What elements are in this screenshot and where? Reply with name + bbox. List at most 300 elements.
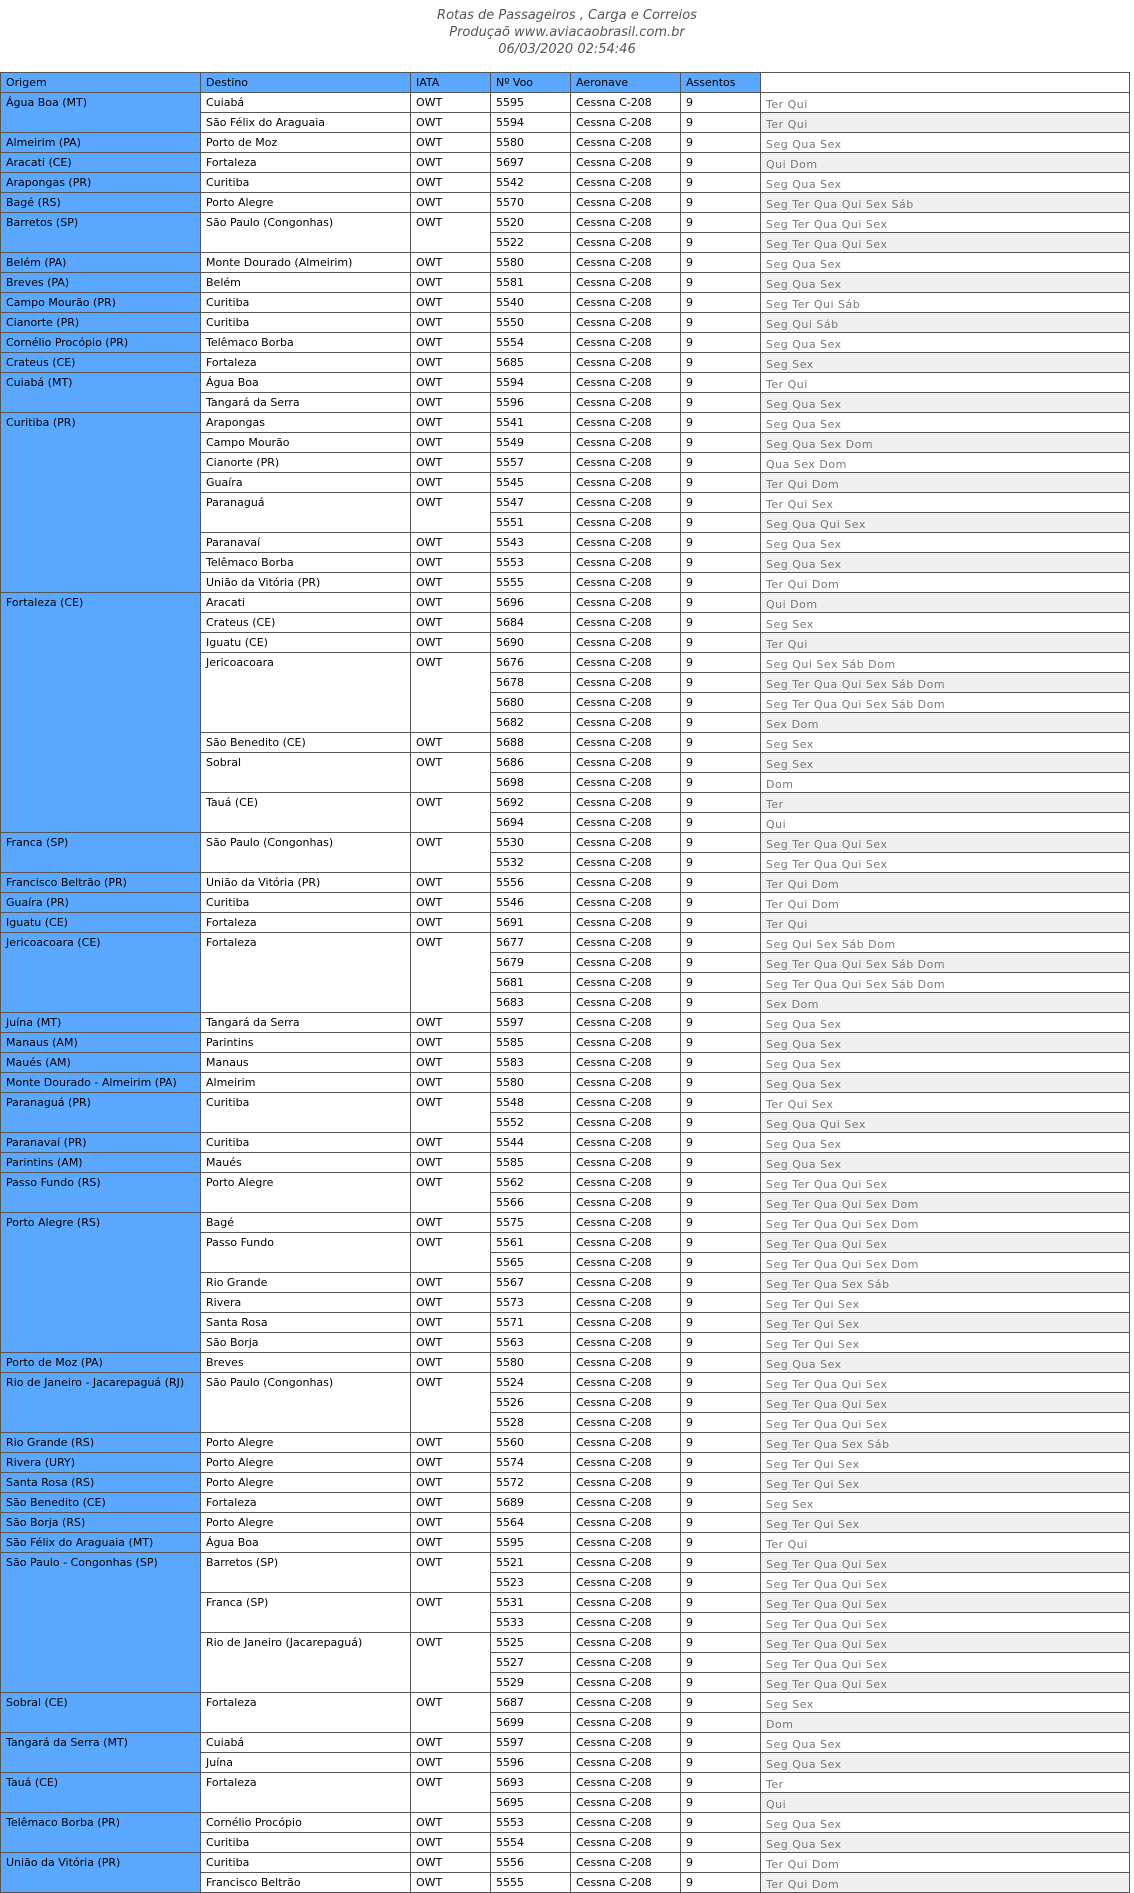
cell-destination: São Paulo (Congonhas) (201, 833, 411, 873)
cell-seats: 9 (681, 1173, 761, 1193)
cell-flight-number: 5580 (491, 253, 571, 273)
cell-days: Seg Ter Qua Qui Sex (761, 1173, 1130, 1193)
cell-aircraft: Cessna C-208 (571, 993, 681, 1013)
cell-seats: 9 (681, 833, 761, 853)
cell-destination: Água Boa (201, 373, 411, 393)
cell-days: Seg Qua Sex (761, 393, 1130, 413)
cell-seats: 9 (681, 1653, 761, 1673)
cell-flight-number: 5545 (491, 473, 571, 493)
cell-origin: Maués (AM) (1, 1053, 201, 1073)
cell-origin: Crateus (CE) (1, 353, 201, 373)
table-row (1, 1053, 1130, 1073)
cell-destination: Cornélio Procópio (201, 1813, 411, 1833)
cell-flight-number: 5691 (491, 913, 571, 933)
cell-aircraft: Cessna C-208 (571, 1093, 681, 1113)
cell-flight-number: 5562 (491, 1173, 571, 1193)
cell-destination: Curitiba (201, 313, 411, 333)
cell-destination: Porto Alegre (201, 1473, 411, 1493)
cell-flight-number: 5554 (491, 1833, 571, 1853)
cell-flight-number: 5551 (491, 513, 571, 533)
table-row (1, 593, 1130, 613)
cell-days: Seg Ter Qui Sex (761, 1513, 1130, 1533)
cell-days: Seg Ter Qui Sex (761, 1313, 1130, 1333)
cell-iata: OWT (411, 553, 491, 573)
cell-origin: Bagé (RS) (1, 193, 201, 213)
cell-flight-number: 5570 (491, 193, 571, 213)
cell-aircraft: Cessna C-208 (571, 553, 681, 573)
cell-destination: Aracati (201, 593, 411, 613)
cell-aircraft: Cessna C-208 (571, 113, 681, 133)
cell-days: Seg Qua Sex (761, 1733, 1130, 1753)
cell-iata: OWT (411, 1093, 491, 1133)
cell-aircraft: Cessna C-208 (571, 653, 681, 673)
cell-seats: 9 (681, 533, 761, 553)
cell-aircraft: Cessna C-208 (571, 1233, 681, 1253)
cell-seats: 9 (681, 313, 761, 333)
cell-aircraft: Cessna C-208 (571, 1053, 681, 1073)
cell-iata: OWT (411, 413, 491, 433)
cell-seats: 9 (681, 453, 761, 473)
table-row (1, 1533, 1130, 1553)
cell-seats: 9 (681, 1873, 761, 1893)
cell-aircraft: Cessna C-208 (571, 1533, 681, 1553)
cell-days: Seg Ter Qui Sáb (761, 293, 1130, 313)
cell-origin: Paranavaí (PR) (1, 1133, 201, 1153)
table-row (1, 913, 1130, 933)
cell-destination: São Borja (201, 1333, 411, 1353)
table-row (1, 1073, 1130, 1093)
table-row (1, 1513, 1130, 1533)
cell-aircraft: Cessna C-208 (571, 693, 681, 713)
cell-iata: OWT (411, 333, 491, 353)
cell-flight-number: 5687 (491, 1693, 571, 1713)
cell-seats: 9 (681, 353, 761, 373)
cell-destination: União da Vitória (PR) (201, 573, 411, 593)
cell-days: Seg Ter Qui Sex (761, 1293, 1130, 1313)
cell-days: Seg Qua Sex (761, 1753, 1130, 1773)
cell-aircraft: Cessna C-208 (571, 793, 681, 813)
cell-aircraft: Cessna C-208 (571, 813, 681, 833)
cell-destination: Porto Alegre (201, 193, 411, 213)
cell-aircraft: Cessna C-208 (571, 1353, 681, 1373)
cell-seats: 9 (681, 1453, 761, 1473)
cell-origin: Guaíra (PR) (1, 893, 201, 913)
cell-seats: 9 (681, 233, 761, 253)
cell-flight-number: 5555 (491, 573, 571, 593)
cell-iata: OWT (411, 1833, 491, 1853)
cell-iata: OWT (411, 1233, 491, 1273)
cell-aircraft: Cessna C-208 (571, 393, 681, 413)
cell-seats: 9 (681, 1413, 761, 1433)
cell-destination: Crateus (CE) (201, 613, 411, 633)
cell-iata: OWT (411, 1733, 491, 1753)
cell-days: Seg Qui Sex Sáb Dom (761, 933, 1130, 953)
cell-destination: Maués (201, 1153, 411, 1173)
cell-iata: OWT (411, 753, 491, 793)
cell-seats: 9 (681, 613, 761, 633)
cell-aircraft: Cessna C-208 (571, 253, 681, 273)
cell-destination: Porto Alegre (201, 1453, 411, 1473)
cell-seats: 9 (681, 993, 761, 1013)
cell-seats: 9 (681, 393, 761, 413)
cell-seats: 9 (681, 713, 761, 733)
cell-aircraft: Cessna C-208 (571, 593, 681, 613)
cell-days: Seg Ter Qua Qui Sex (761, 1393, 1130, 1413)
cell-destination: Fortaleza (201, 1493, 411, 1513)
cell-aircraft: Cessna C-208 (571, 1073, 681, 1093)
cell-days: Seg Ter Qua Qui Sex (761, 233, 1130, 253)
cell-days: Seg Qua Qui Sex (761, 513, 1130, 533)
cell-days: Ter Qui Dom (761, 873, 1130, 893)
cell-flight-number: 5692 (491, 793, 571, 813)
cell-days: Seg Qua Sex (761, 273, 1130, 293)
cell-flight-number: 5681 (491, 973, 571, 993)
cell-days: Ter Qui (761, 913, 1130, 933)
cell-origin: Francisco Beltrão (PR) (1, 873, 201, 893)
cell-destination: Curitiba (201, 1093, 411, 1133)
cell-iata: OWT (411, 353, 491, 373)
cell-days: Seg Qua Sex (761, 553, 1130, 573)
cell-seats: 9 (681, 293, 761, 313)
cell-aircraft: Cessna C-208 (571, 133, 681, 153)
cell-seats: 9 (681, 1673, 761, 1693)
cell-destination: Rivera (201, 1293, 411, 1313)
cell-flight-number: 5689 (491, 1493, 571, 1513)
cell-days: Seg Ter Qua Qui Sex (761, 1573, 1130, 1593)
cell-destination: Paranavaí (201, 533, 411, 553)
cell-destination: Arapongas (201, 413, 411, 433)
cell-origin: São Borja (RS) (1, 1513, 201, 1533)
cell-flight-number: 5696 (491, 593, 571, 613)
cell-days: Sex Dom (761, 713, 1130, 733)
cell-aircraft: Cessna C-208 (571, 1673, 681, 1693)
cell-aircraft: Cessna C-208 (571, 153, 681, 173)
cell-flight-number: 5581 (491, 273, 571, 293)
cell-flight-number: 5695 (491, 1793, 571, 1813)
cell-destination: Fortaleza (201, 153, 411, 173)
cell-seats: 9 (681, 1853, 761, 1873)
cell-iata: OWT (411, 373, 491, 393)
cell-destination: Tauá (CE) (201, 793, 411, 833)
cell-days: Seg Qua Sex (761, 1153, 1130, 1173)
cell-origin: Iguatu (CE) (1, 913, 201, 933)
cell-flight-number: 5677 (491, 933, 571, 953)
cell-destination: Tangará da Serra (201, 393, 411, 413)
cell-aircraft: Cessna C-208 (571, 1313, 681, 1333)
cell-seats: 9 (681, 813, 761, 833)
cell-flight-number: 5571 (491, 1313, 571, 1333)
cell-days: Seg Ter Qua Qui Sex (761, 213, 1130, 233)
cell-aircraft: Cessna C-208 (571, 1713, 681, 1733)
cell-flight-number: 5533 (491, 1613, 571, 1633)
cell-iata: OWT (411, 1133, 491, 1153)
cell-iata: OWT (411, 1873, 491, 1893)
cell-flight-number: 5530 (491, 833, 571, 853)
cell-flight-number: 5566 (491, 1193, 571, 1213)
cell-aircraft: Cessna C-208 (571, 373, 681, 393)
cell-iata: OWT (411, 473, 491, 493)
cell-days: Seg Ter Qui Sex (761, 1333, 1130, 1353)
cell-seats: 9 (681, 1573, 761, 1593)
table-body (1, 93, 1130, 1893)
cell-iata: OWT (411, 1453, 491, 1473)
cell-iata: OWT (411, 1053, 491, 1073)
cell-flight-number: 5575 (491, 1213, 571, 1233)
cell-seats: 9 (681, 1273, 761, 1293)
cell-flight-number: 5682 (491, 713, 571, 733)
cell-origin: Tauá (CE) (1, 1773, 201, 1813)
cell-aircraft: Cessna C-208 (571, 1853, 681, 1873)
cell-origin: Almeirim (PA) (1, 133, 201, 153)
cell-iata: OWT (411, 1693, 491, 1733)
cell-flight-number: 5553 (491, 1813, 571, 1833)
cell-seats: 9 (681, 113, 761, 133)
table-row (1, 1493, 1130, 1513)
cell-aircraft: Cessna C-208 (571, 193, 681, 213)
cell-origin: Monte Dourado - Almeirim (PA) (1, 1073, 201, 1093)
cell-days: Seg Qua Sex (761, 173, 1130, 193)
cell-iata: OWT (411, 173, 491, 193)
cell-days: Dom (761, 1713, 1130, 1733)
cell-aircraft: Cessna C-208 (571, 1033, 681, 1053)
cell-destination: Bagé (201, 1213, 411, 1233)
cell-flight-number: 5698 (491, 773, 571, 793)
cell-seats: 9 (681, 1433, 761, 1453)
cell-aircraft: Cessna C-208 (571, 173, 681, 193)
cell-seats: 9 (681, 653, 761, 673)
table-row (1, 1693, 1130, 1713)
cell-seats: 9 (681, 1133, 761, 1153)
cell-days: Ter Qui (761, 373, 1130, 393)
cell-aircraft: Cessna C-208 (571, 1013, 681, 1033)
table-row (1, 253, 1130, 273)
cell-seats: 9 (681, 1753, 761, 1773)
cell-flight-number: 5678 (491, 673, 571, 693)
cell-flight-number: 5556 (491, 1853, 571, 1873)
cell-aircraft: Cessna C-208 (571, 1333, 681, 1353)
cell-seats: 9 (681, 1113, 761, 1133)
cell-destination: Jericoacoara (201, 653, 411, 733)
table-row (1, 1553, 1130, 1573)
cell-days: Ter Qui (761, 93, 1130, 113)
cell-flight-number: 5597 (491, 1733, 571, 1753)
cell-destination: Iguatu (CE) (201, 633, 411, 653)
cell-days: Seg Qui Sáb (761, 313, 1130, 333)
cell-days: Seg Qua Sex (761, 253, 1130, 273)
cell-flight-number: 5676 (491, 653, 571, 673)
cell-destination: Curitiba (201, 893, 411, 913)
cell-aircraft: Cessna C-208 (571, 1413, 681, 1433)
cell-iata: OWT (411, 1033, 491, 1053)
cell-iata: OWT (411, 1213, 491, 1233)
cell-iata: OWT (411, 93, 491, 113)
col-header-origin: Origem (1, 73, 201, 93)
cell-iata: OWT (411, 613, 491, 633)
cell-aircraft: Cessna C-208 (571, 1813, 681, 1833)
cell-flight-number: 5595 (491, 1533, 571, 1553)
cell-flight-number: 5525 (491, 1633, 571, 1653)
cell-seats: 9 (681, 133, 761, 153)
cell-origin: Aracati (CE) (1, 153, 201, 173)
cell-iata: OWT (411, 1493, 491, 1513)
table-row (1, 1093, 1130, 1113)
cell-days: Seg Qua Sex (761, 413, 1130, 433)
table-header-row (1, 73, 1130, 93)
cell-aircraft: Cessna C-208 (571, 1753, 681, 1773)
cell-flight-number: 5583 (491, 1053, 571, 1073)
cell-iata: OWT (411, 1373, 491, 1433)
cell-origin: Passo Fundo (RS) (1, 1173, 201, 1213)
table-row (1, 133, 1130, 153)
cell-days: Seg Ter Qua Qui Sex (761, 1673, 1130, 1693)
cell-aircraft: Cessna C-208 (571, 1553, 681, 1573)
cell-iata: OWT (411, 153, 491, 173)
cell-days: Seg Ter Qua Qui Sex (761, 833, 1130, 853)
cell-aircraft: Cessna C-208 (571, 513, 681, 533)
cell-days: Seg Qua Sex (761, 333, 1130, 353)
cell-seats: 9 (681, 1093, 761, 1113)
cell-destination: Manaus (201, 1053, 411, 1073)
cell-iata: OWT (411, 393, 491, 413)
cell-origin: Arapongas (PR) (1, 173, 201, 193)
cell-aircraft: Cessna C-208 (571, 433, 681, 453)
cell-flight-number: 5521 (491, 1553, 571, 1573)
cell-seats: 9 (681, 1293, 761, 1313)
table-row (1, 873, 1130, 893)
cell-destination: São Félix do Araguaia (201, 113, 411, 133)
cell-flight-number: 5596 (491, 1753, 571, 1773)
cell-days: Sex Dom (761, 993, 1130, 1013)
cell-days: Ter Qui Sex (761, 493, 1130, 513)
cell-seats: 9 (681, 1153, 761, 1173)
cell-aircraft: Cessna C-208 (571, 1773, 681, 1793)
cell-iata: OWT (411, 1633, 491, 1693)
cell-origin: Paranaguá (PR) (1, 1093, 201, 1133)
cell-seats: 9 (681, 933, 761, 953)
cell-seats: 9 (681, 1333, 761, 1353)
cell-seats: 9 (681, 93, 761, 113)
cell-aircraft: Cessna C-208 (571, 1493, 681, 1513)
table-row (1, 933, 1130, 953)
cell-flight-number: 5564 (491, 1513, 571, 1533)
col-header-destination: Destino (201, 73, 411, 93)
cell-flight-number: 5580 (491, 1073, 571, 1093)
table-row (1, 1453, 1130, 1473)
col-header-flight-number: Nº Voo (491, 73, 571, 93)
cell-days: Seg Ter Qua Qui Sex (761, 1633, 1130, 1653)
cell-seats: 9 (681, 1693, 761, 1713)
cell-aircraft: Cessna C-208 (571, 413, 681, 433)
cell-origin: Rio de Janeiro - Jacarepaguá (RJ) (1, 1373, 201, 1433)
cell-seats: 9 (681, 153, 761, 173)
col-header-seats: Assentos (681, 73, 761, 93)
table-row (1, 93, 1130, 113)
cell-destination: Porto de Moz (201, 133, 411, 153)
cell-days: Ter (761, 1773, 1130, 1793)
cell-aircraft: Cessna C-208 (571, 573, 681, 593)
table-row (1, 1153, 1130, 1173)
cell-flight-number: 5594 (491, 373, 571, 393)
cell-seats: 9 (681, 1053, 761, 1073)
cell-flight-number: 5546 (491, 893, 571, 913)
cell-destination: Curitiba (201, 1853, 411, 1873)
cell-origin: Cornélio Procópio (PR) (1, 333, 201, 353)
cell-destination: Campo Mourão (201, 433, 411, 453)
cell-seats: 9 (681, 193, 761, 213)
cell-iata: OWT (411, 1553, 491, 1593)
cell-destination: Telêmaco Borba (201, 333, 411, 353)
cell-days: Seg Ter Qua Qui Sex Dom (761, 1193, 1130, 1213)
cell-iata: OWT (411, 1273, 491, 1293)
cell-seats: 9 (681, 433, 761, 453)
table-row (1, 1013, 1130, 1033)
cell-iata: OWT (411, 1513, 491, 1533)
cell-iata: OWT (411, 1533, 491, 1553)
table-row (1, 413, 1130, 433)
cell-days: Seg Ter Qua Sex Sáb (761, 1433, 1130, 1453)
cell-aircraft: Cessna C-208 (571, 1273, 681, 1293)
cell-aircraft: Cessna C-208 (571, 233, 681, 253)
cell-destination: Sobral (201, 753, 411, 793)
cell-flight-number: 5550 (491, 313, 571, 333)
cell-iata: OWT (411, 1433, 491, 1453)
cell-destination: Telêmaco Borba (201, 553, 411, 573)
cell-flight-number: 5597 (491, 1013, 571, 1033)
cell-iata: OWT (411, 213, 491, 253)
cell-days: Ter Qui Dom (761, 1873, 1130, 1893)
cell-iata: OWT (411, 1333, 491, 1353)
cell-aircraft: Cessna C-208 (571, 613, 681, 633)
cell-origin: Franca (SP) (1, 833, 201, 873)
cell-origin: Breves (PA) (1, 273, 201, 293)
cell-flight-number: 5553 (491, 553, 571, 573)
cell-destination: Curitiba (201, 173, 411, 193)
cell-seats: 9 (681, 1793, 761, 1813)
cell-days: Seg Ter Qua Qui Sex (761, 1593, 1130, 1613)
cell-destination: Passo Fundo (201, 1233, 411, 1273)
cell-destination: Curitiba (201, 1133, 411, 1153)
cell-origin: União da Vitória (PR) (1, 1853, 201, 1893)
cell-flight-number: 5699 (491, 1713, 571, 1733)
cell-seats: 9 (681, 1193, 761, 1213)
cell-days: Seg Ter Qua Qui Sex Sáb Dom (761, 693, 1130, 713)
cell-iata: OWT (411, 593, 491, 613)
cell-iata: OWT (411, 653, 491, 733)
cell-destination: Tangará da Serra (201, 1013, 411, 1033)
cell-iata: OWT (411, 113, 491, 133)
cell-iata: OWT (411, 453, 491, 473)
cell-aircraft: Cessna C-208 (571, 1593, 681, 1613)
cell-seats: 9 (681, 513, 761, 533)
cell-days: Seg Ter Qua Qui Sex (761, 1653, 1130, 1673)
cell-iata: OWT (411, 1773, 491, 1813)
cell-seats: 9 (681, 333, 761, 353)
cell-destination: Cuiabá (201, 93, 411, 113)
cell-aircraft: Cessna C-208 (571, 1573, 681, 1593)
cell-flight-number: 5595 (491, 93, 571, 113)
cell-aircraft: Cessna C-208 (571, 1133, 681, 1153)
cell-iata: OWT (411, 1293, 491, 1313)
cell-iata: OWT (411, 493, 491, 533)
cell-iata: OWT (411, 433, 491, 453)
cell-days: Seg Qua Sex (761, 1813, 1130, 1833)
cell-flight-number: 5528 (491, 1413, 571, 1433)
cell-origin: Cianorte (PR) (1, 313, 201, 333)
table-row (1, 833, 1130, 853)
cell-seats: 9 (681, 573, 761, 593)
cell-flight-number: 5543 (491, 533, 571, 553)
cell-seats: 9 (681, 213, 761, 233)
